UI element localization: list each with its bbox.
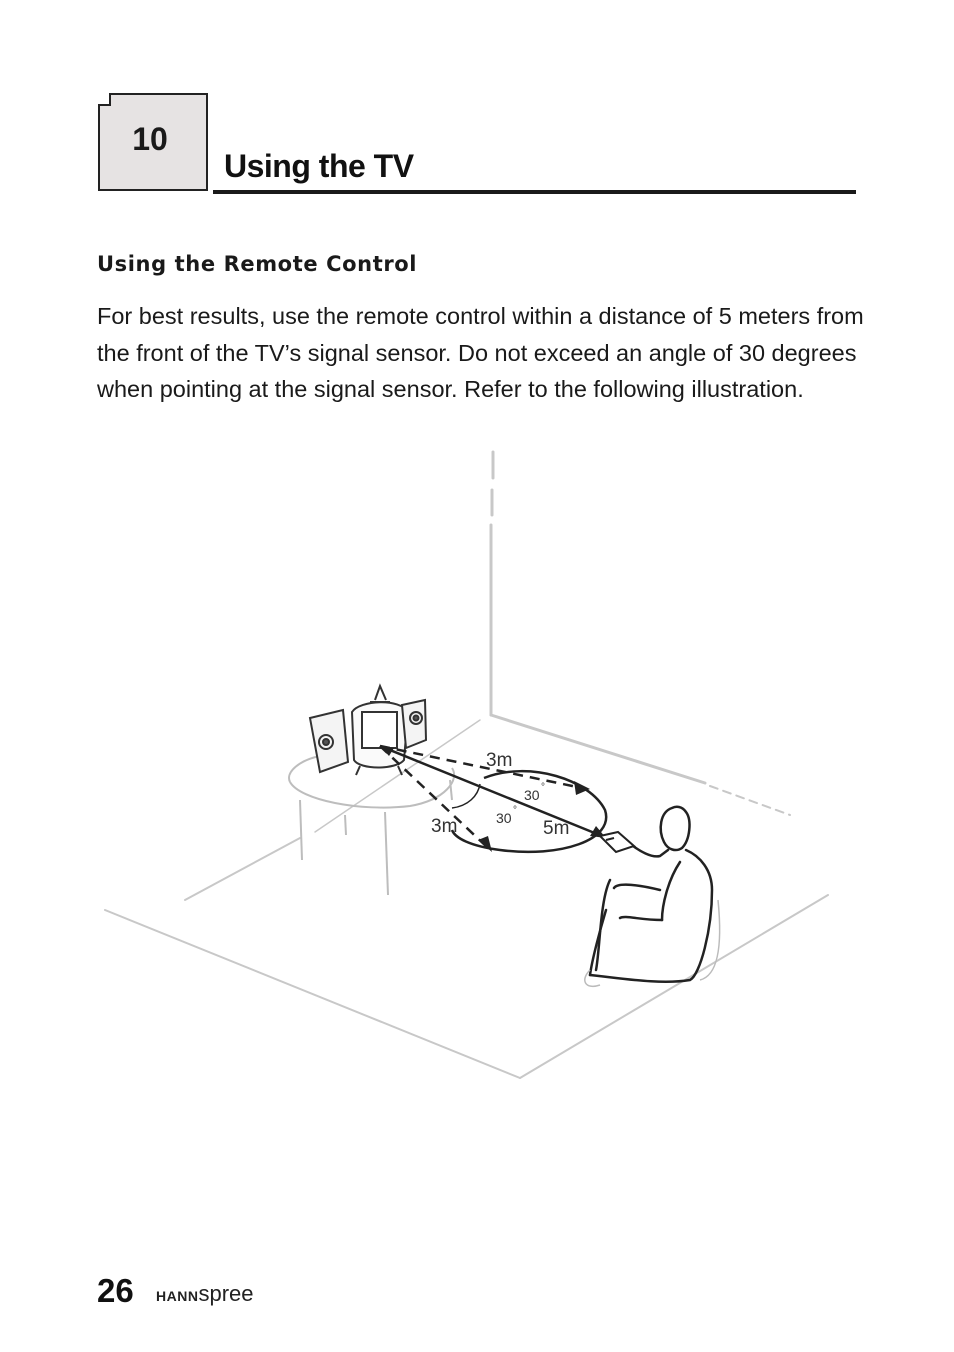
chapter-title: Using the TV — [224, 148, 414, 184]
label-side-lower: 3m — [431, 816, 458, 837]
section-heading: Using the Remote Control — [97, 252, 418, 276]
table-icon — [289, 756, 454, 895]
brand-logo — [156, 1281, 254, 1307]
degree-mark-upper: ° — [541, 782, 545, 793]
tv-icon — [310, 686, 426, 775]
body-paragraph: For best results, use the remote control within a distance of 5 meters from the front of the TV’s signal sensor. Do not exceed an angle of 30 degrees when pointing at the signal sensor. Refer to the following illustration. — [97, 303, 864, 402]
label-side-upper: 3m — [486, 750, 513, 771]
title-rule — [213, 190, 856, 194]
angle-label-lower: 30 — [496, 810, 512, 826]
person-icon — [590, 807, 712, 982]
label-front: 5m — [543, 818, 570, 839]
brand-bold: HANN — [156, 1288, 199, 1304]
remote-control-icon — [600, 832, 634, 852]
chapter-number: 10 — [132, 121, 168, 157]
brand-regular: spree — [198, 1281, 254, 1306]
angle-label-upper: 30 — [524, 787, 540, 803]
angle-arc-lower — [452, 784, 480, 808]
remote-range-illustration — [0, 440, 954, 1100]
degree-mark-lower: ° — [513, 805, 517, 816]
page-number: 26 — [97, 1272, 134, 1309]
chapter-tab — [98, 93, 208, 191]
